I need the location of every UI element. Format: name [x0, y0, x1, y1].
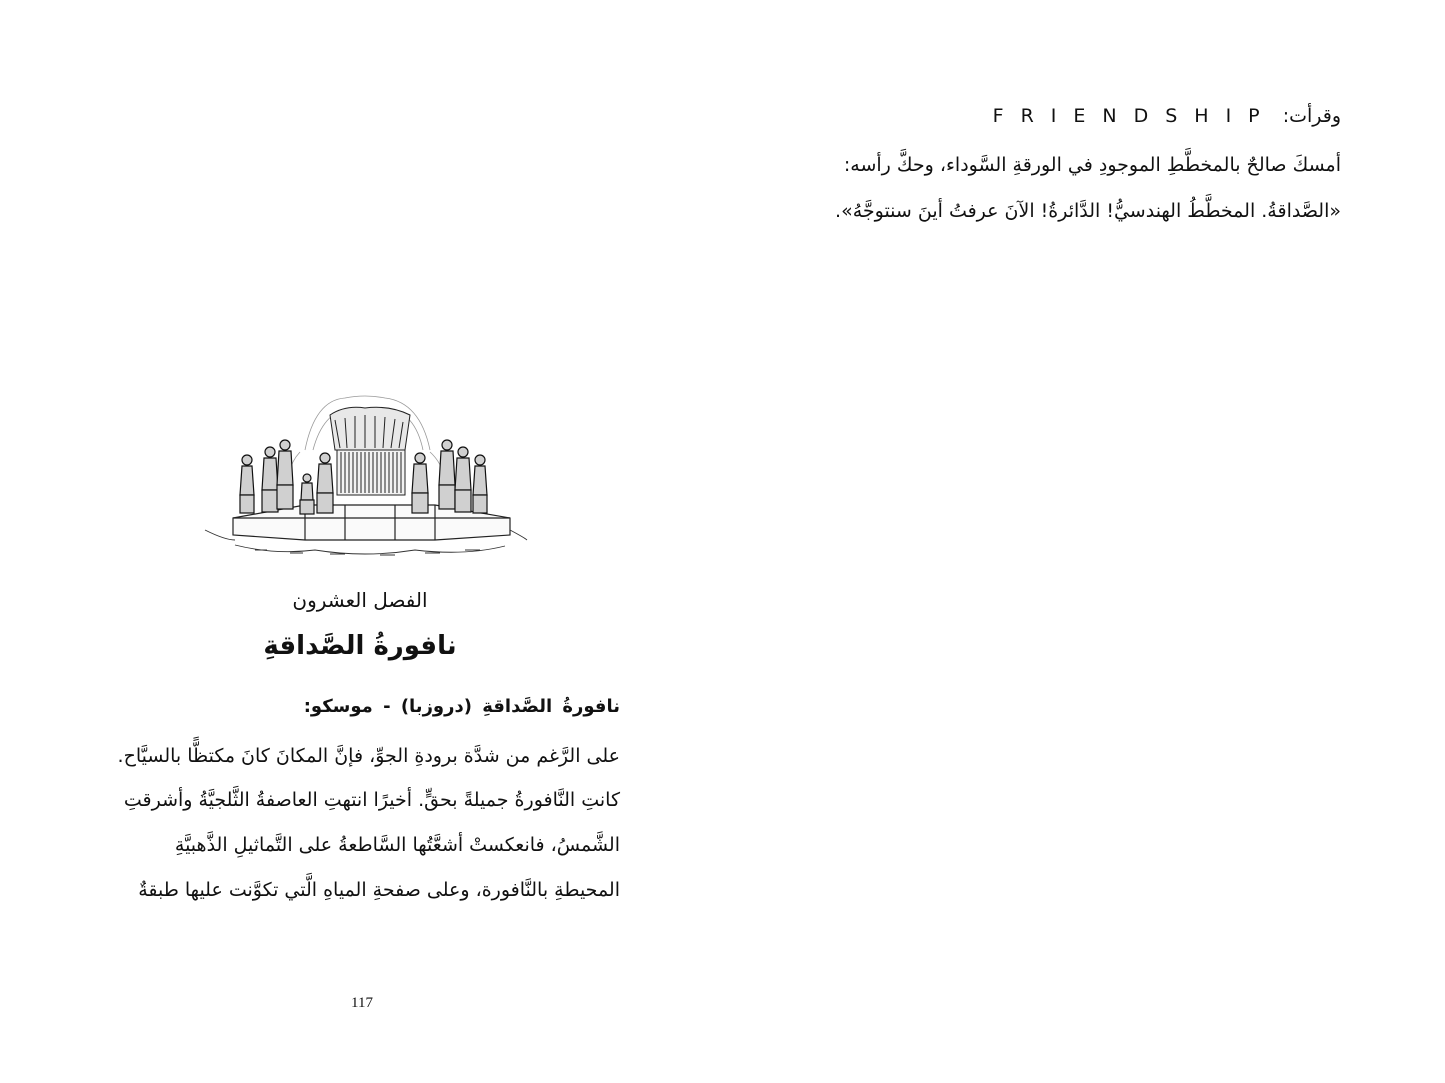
- body-line: الشَّمسُ، فانعكستْ أشعَّتُها السَّاطعةُ على التَّماثيلِ الذَّهبيَّةِ: [174, 834, 620, 856]
- friendship-line: [987, 102, 1341, 130]
- right-page: [722, 0, 1445, 1083]
- read-prefix: وقرأت:: [1282, 105, 1341, 127]
- friendship-word: FRIENDSHIP: [992, 105, 1277, 127]
- quote-line: «الصَّداقةُ. المخطَّطُ الهندسيُّ! الدَّائرةُ! الآنَ عرفتُ أينَ سنتوجَّهُ».: [835, 200, 1341, 222]
- page-number: 117: [351, 995, 373, 1011]
- section-heading: نافورةُ الصَّداقةِ (دروزبا) - موسكو:: [303, 696, 620, 717]
- body-line: على الرَّغم من شدَّة برودةِ الجوِّ، فإنَّ المكانَ كانَ مكتظًّا بالسيَّاح.: [117, 745, 620, 767]
- chapter-label: الفصل العشرون: [292, 588, 428, 612]
- fountain-illustration: [195, 390, 530, 560]
- body-line: المحيطةِ بالنَّافورة، وعلى صفحةِ المياهِ الَّتي تكوَّنت عليها طبقةٌ: [138, 879, 620, 901]
- chapter-title: نافورةُ الصَّداقةِ: [263, 631, 457, 661]
- paragraph-line: أمسكَ صالحٌ بالمخطَّطِ الموجودِ في الورقةِ السَّوداء، وحكَّ رأسه:: [843, 154, 1341, 176]
- body-line: كانتِ النَّافورةُ جميلةً بحقٍّ. أخيرًا انتهتِ العاصفةُ الثَّلجيَّةُ وأشرقتِ: [123, 789, 620, 811]
- left-page: [0, 0, 722, 1083]
